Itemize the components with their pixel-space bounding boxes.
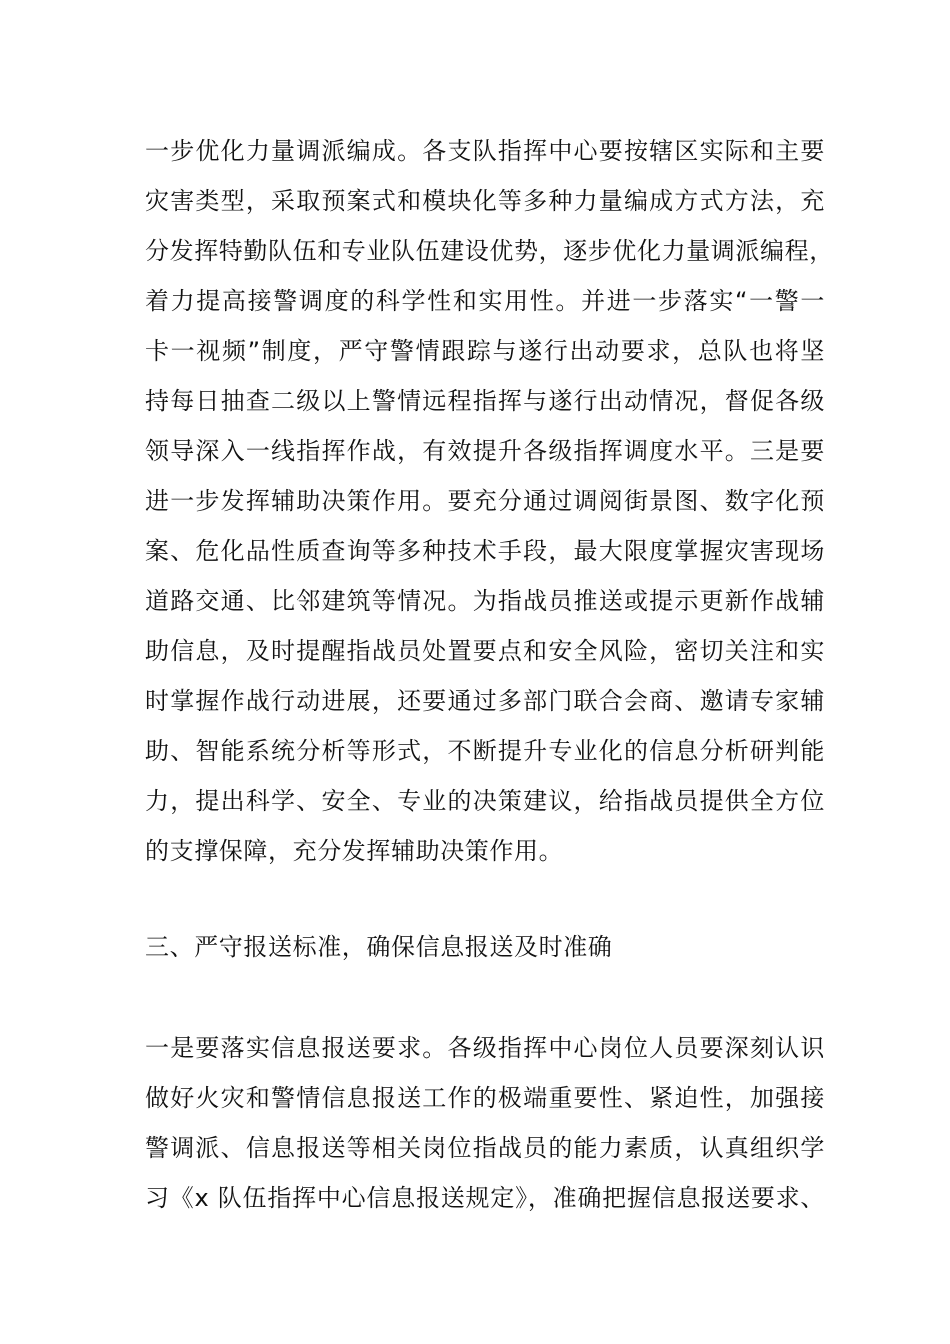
paragraph-line: 的支撑保障，充分发挥辅助决策作用。 xyxy=(145,837,564,865)
paragraph-line: 力，提出科学、安全、专业的决策建议，给指战员提供全方位 xyxy=(145,787,825,815)
body-paragraph xyxy=(145,1023,825,1223)
paragraph-line: 分发挥特勤队伍和专业队伍建设优势，逐步优化力量调派编程， xyxy=(145,237,834,265)
paragraph-line: 案、危化品性质查询等多种技术手段，最大限度掌握灾害现场 xyxy=(145,537,825,565)
body-paragraph xyxy=(145,126,834,876)
section-heading-text: 三、严守报送标准，确保信息报送及时准确 xyxy=(145,933,613,961)
paragraph-line: 道路交通、比邻建筑等情况。为指战员推送或提示更新作战辅 xyxy=(145,587,825,615)
paragraph-line: 持每日抽查二级以上警情远程指挥与遂行出动情况，督促各级 xyxy=(145,387,825,415)
paragraph-line: 做好火灾和警情信息报送工作的极端重要性、紧迫性，加强接 xyxy=(145,1084,825,1112)
paragraph-line: 助、智能系统分析等形式，不断提升专业化的信息分析研判能 xyxy=(145,737,825,765)
paragraph-line: 一是要落实信息报送要求。各级指挥中心岗位人员要深刻认识 xyxy=(145,1034,825,1062)
paragraph-line: 时掌握作战行动进展，还要通过多部门联合会商、邀请专家辅 xyxy=(145,687,825,715)
paragraph-line: 一步优化力量调派编成。各支队指挥中心要按辖区实际和主要 xyxy=(145,137,825,165)
paragraph-line: 灾害类型，采取预案式和模块化等多种力量编成方式方法，充 xyxy=(145,187,825,215)
paragraph-line: 卡一视频”制度，严守警情跟踪与遂行出动要求，总队也将坚 xyxy=(145,337,825,365)
paragraph-line: 进一步发挥辅助决策作用。要充分通过调阅街景图、数字化预 xyxy=(145,487,825,515)
paragraph-line: 警调派、信息报送等相关岗位指战员的能力素质，认真组织学 xyxy=(145,1134,825,1162)
paragraph-line: 着力提高接警调度的科学性和实用性。并进一步落实“一警一 xyxy=(145,287,825,315)
paragraph-line: 助信息，及时提醒指战员处置要点和安全风险，密切关注和实 xyxy=(145,637,825,665)
section-heading xyxy=(145,922,825,972)
paragraph-line: 领导深入一线指挥作战，有效提升各级指挥调度水平。三是要 xyxy=(145,437,825,465)
paragraph-line: 习《x 队伍指挥中心信息报送规定》，准确把握信息报送要求、 xyxy=(145,1184,825,1212)
